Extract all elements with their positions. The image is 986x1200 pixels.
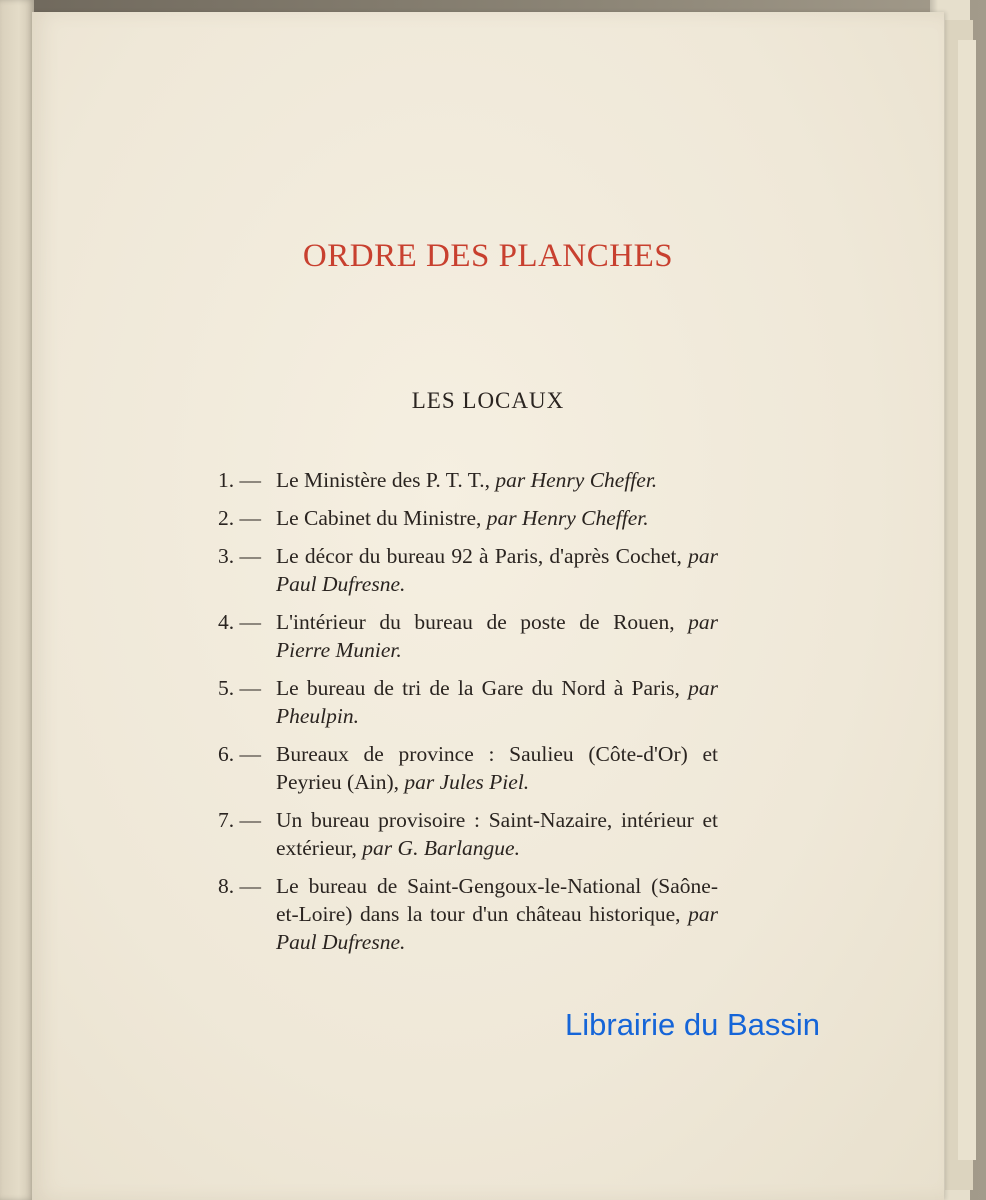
plate-artist: par Henry Cheffer. <box>486 506 649 530</box>
list-item <box>218 740 718 796</box>
plate-description: Le bureau de Saint-Gengoux-le-National (Saône-et-Loire) dans la tour d'un château historique, <box>276 874 718 926</box>
book-cover-edge <box>0 0 34 1200</box>
plate-artist: par Paul Dufresne. <box>276 902 718 954</box>
page-stack-edge <box>958 40 976 1160</box>
plate-artist: par Jules Piel. <box>404 770 530 794</box>
plate-description: Bureaux de province : Saulieu (Côte-d'Or) et Peyrieu (Ain), <box>276 742 718 794</box>
page-title: ORDRE DES PLANCHES <box>302 238 674 274</box>
list-item <box>218 674 718 730</box>
plate-description: L'intérieur du bureau de poste de Rouen, <box>276 610 675 634</box>
plate-number: 8. — <box>218 874 261 898</box>
plate-description: Le bureau de tri de la Gare du Nord à Paris, <box>276 676 680 700</box>
plate-artist: par Henry Cheffer. <box>495 468 658 492</box>
list-item <box>218 504 718 532</box>
plate-number: 1. — <box>218 468 261 492</box>
plate-artist: par G. Barlangue. <box>362 836 520 860</box>
plate-number: 6. — <box>218 742 261 766</box>
plate-description: Le Cabinet du Ministre, <box>276 506 482 530</box>
plate-description: Le Ministère des P. T. T., <box>276 468 490 492</box>
plate-artist: par Paul Dufresne. <box>276 544 719 596</box>
plate-number: 5. — <box>218 676 261 700</box>
plate-number: 3. — <box>218 544 261 568</box>
plate-description: Un bureau provisoire : Saint-Nazaire, intérieur et extérieur, <box>276 808 718 860</box>
plate-number: 2. — <box>218 506 261 530</box>
plate-artist: par Pheulpin. <box>276 676 718 728</box>
section-heading: LES LOCAUX <box>411 388 565 413</box>
list-item <box>218 608 718 664</box>
list-item <box>218 806 718 862</box>
list-item <box>218 466 718 494</box>
plate-number: 4. — <box>218 610 261 634</box>
list-item <box>218 872 718 956</box>
list-item <box>218 542 718 598</box>
plate-description: Le décor du bureau 92 à Paris, d'après Cochet, <box>276 544 682 568</box>
plate-artist: par Pierre Munier. <box>276 610 718 662</box>
plates-list <box>218 466 718 966</box>
watermark: Librairie du Bassin <box>565 1007 821 1042</box>
plate-number: 7. — <box>218 808 261 832</box>
